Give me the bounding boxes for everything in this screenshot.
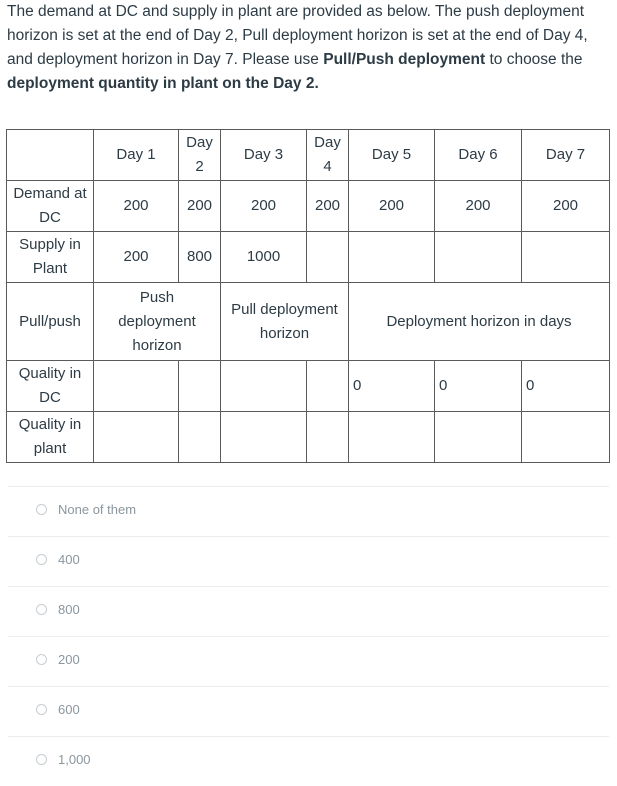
row-label-supply: Supply in Plant [7, 232, 94, 283]
table-row-quality-plant [7, 412, 610, 463]
table-cell: 200 [435, 181, 522, 232]
table-cell: 200 [94, 181, 179, 232]
radio-button[interactable] [36, 604, 47, 615]
radio-button[interactable] [36, 704, 47, 715]
table-header-row [7, 130, 610, 181]
table-cell [179, 412, 221, 463]
answer-option-800[interactable] [8, 586, 609, 636]
answer-label[interactable]: 800 [58, 602, 80, 617]
row-label-quality-dc: Quality in DC [7, 361, 94, 412]
answer-option-400[interactable] [8, 536, 609, 586]
header-cell-day4: Day 4 [307, 130, 349, 181]
table-cell [349, 412, 435, 463]
table-cell [94, 361, 179, 412]
table-cell: 200 [522, 181, 610, 232]
deployment-horizon-cell: Deployment horizon in days [349, 283, 610, 361]
answer-label[interactable]: 1,000 [58, 752, 91, 767]
header-cell-day2: Day 2 [179, 130, 221, 181]
pull-horizon-cell: Pull deployment horizon [221, 283, 349, 361]
table-cell [349, 232, 435, 283]
table-row-supply [7, 232, 610, 283]
table-cell: 200 [307, 181, 349, 232]
header-cell-day3: Day 3 [221, 130, 307, 181]
table-cell: 200 [349, 181, 435, 232]
table-cell [307, 232, 349, 283]
table-cell: 0 [435, 361, 522, 412]
header-cell-empty [7, 130, 94, 181]
table-cell: 200 [179, 181, 221, 232]
answer-label[interactable]: None of them [58, 502, 137, 517]
table-cell [522, 232, 610, 283]
answer-label[interactable]: 400 [58, 552, 80, 567]
question-text [7, 0, 611, 96]
header-cell-day5: Day 5 [349, 130, 435, 181]
question-bold-1: Pull/Push deployment [323, 51, 486, 68]
push-horizon-cell: Push deployment horizon [94, 283, 221, 361]
table-cell [435, 412, 522, 463]
table-cell [94, 412, 179, 463]
question-bold-2: deployment quantity in plant on the Day 2. [7, 75, 319, 92]
header-cell-day1: Day 1 [94, 130, 179, 181]
header-cell-day6: Day 6 [435, 130, 522, 181]
answer-list [0, 486, 617, 786]
table-cell: 200 [221, 181, 307, 232]
answer-option-none[interactable] [8, 486, 609, 536]
answer-label[interactable]: 600 [58, 702, 80, 717]
table-cell: 1000 [221, 232, 307, 283]
row-label-pull-push: Pull/push [7, 283, 94, 361]
deployment-table [6, 129, 610, 463]
table-cell: 0 [522, 361, 610, 412]
table-cell [179, 361, 221, 412]
radio-button[interactable] [36, 554, 47, 565]
table-row-demand [7, 181, 610, 232]
answer-option-200[interactable] [8, 636, 609, 686]
question-part-2: to choose the [485, 51, 583, 68]
table-cell [435, 232, 522, 283]
table-cell [307, 412, 349, 463]
table-row-pull-push [7, 283, 610, 361]
radio-button[interactable] [36, 754, 47, 765]
table-cell [307, 361, 349, 412]
header-cell-day7: Day 7 [522, 130, 610, 181]
table-cell: 200 [94, 232, 179, 283]
answer-option-1000[interactable] [8, 736, 609, 786]
answer-label[interactable]: 200 [58, 652, 80, 667]
question-part-1: The demand at DC and supply in plant are provided as below. The push deployment horizon is set at the end of Day 2, Pull deployment horizon is set at the end of Day 4, and deployment horizon in Day 7. Please use [7, 3, 588, 68]
row-label-quality-plant: Quality in plant [7, 412, 94, 463]
table-cell: 800 [179, 232, 221, 283]
table-cell [221, 412, 307, 463]
row-label-demand: Demand at DC [7, 181, 94, 232]
table-cell [522, 412, 610, 463]
radio-button[interactable] [36, 504, 47, 515]
table-row-quality-dc [7, 361, 610, 412]
answer-option-600[interactable] [8, 686, 609, 736]
table-cell: 0 [349, 361, 435, 412]
table-cell [221, 361, 307, 412]
radio-button[interactable] [36, 654, 47, 665]
